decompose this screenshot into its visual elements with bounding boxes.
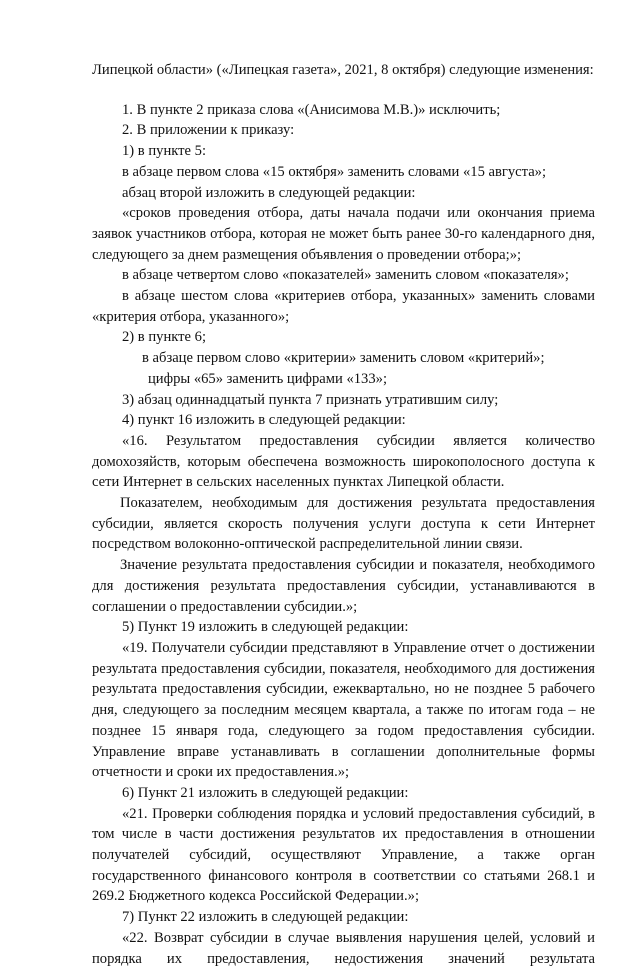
paragraph-subitem-4: 4) пункт 16 изложить в следующей редакции: xyxy=(122,412,406,429)
paragraph-quote: «16. Результатом предоставления субсидии является количество домохозяйств, которым обеспечена возможность широкополосного доступа к сети Интернет в сельских населенных пунктах Липецкой области. xyxy=(92,432,595,491)
document-body xyxy=(92,60,595,969)
paragraph-subitem-3: 3) абзац одиннадцатый пункта 7 признать утратившим силу; xyxy=(122,391,499,408)
paragraph-quote: Показателем, необходимым для достижения результата предоставления субсидии, является скорость получения услуги доступа к сети Интернет посредством волоконно-оптической распределительной линии связи. xyxy=(92,495,595,553)
paragraph-amendment: в абзаце четвертом слово «показателей» заменить словом «показателя»; xyxy=(122,267,569,284)
paragraph-amendment: абзац второй изложить в следующей редакции: xyxy=(122,184,416,201)
paragraph-quote: «сроков проведения отбора, даты начала подачи или окончания приема заявок участников отбора, которая не может быть ранее 30-го календарного дня, следующего за днем размещения объявления о проведении отбора;»; xyxy=(92,205,595,263)
paragraph-amendment: в абзаце первом слово «критерии» заменить словом «критерий»; xyxy=(142,350,545,367)
paragraph-gap xyxy=(92,81,595,100)
paragraph-item-2: 2. В приложении к приказу: xyxy=(122,122,295,139)
paragraph-quote: Значение результата предоставления субсидии и показателя, необходимого для достижения результата предоставления субсидии, устанавливаются в соглашении о предоставлении субсидии.»; xyxy=(92,557,595,615)
paragraph-quote: «21. Проверки соблюдения порядка и условий предоставления субсидий, в том числе в части достижения результатов их предоставления в отношении получателей субсидий, осуществляют Управление, а также орган государственного финансового контроля в соответствии со статьями 268.1 и 269.2 Бюджетного кодекса Российской Федерации.»; xyxy=(92,805,595,905)
paragraph-item-1: 1. В пункте 2 приказа слова «(Анисимова М.В.)» исключить; xyxy=(122,101,501,118)
paragraph-subitem-7: 7) Пункт 22 изложить в следующей редакции: xyxy=(122,909,409,926)
paragraph-amendment: цифры «65» заменить цифрами «133»; xyxy=(148,370,388,387)
paragraph-amendment: в абзаце шестом слова «критериев отбора, указанных» заменить словами «критерия отбора, указанного»; xyxy=(92,288,595,325)
paragraph-subitem-2: 2) в пункте 6; xyxy=(122,329,207,346)
paragraph-amendment: в абзаце первом слова «15 октября» заменить словами «15 августа»; xyxy=(122,163,547,180)
paragraph-subitem-5: 5) Пункт 19 изложить в следующей редакции: xyxy=(122,619,409,636)
paragraph-intro: Липецкой области» («Липецкая газета», 2021, 8 октября) следующие изменения: xyxy=(92,62,594,78)
paragraph-subitem-6: 6) Пункт 21 изложить в следующей редакции: xyxy=(122,784,409,801)
paragraph-quote: «22. Возврат субсидии в случае выявления нарушения целей, условий и порядка их предоставления, недостижения значений результата xyxy=(92,929,595,967)
paragraph-subitem-1: 1) в пункте 5: xyxy=(122,143,207,160)
paragraph-quote: «19. Получатели субсидии представляют в Управление отчет о достижении результата предоставления субсидии, показателя, необходимого для достижения результата предоставления субсидии, ежеквартально, но не позднее 5 рабочего дня, следующего за последним месяцем квартала, а также по итогам года – не позднее 15 января года, следующего за годом предоставления субсидии. Управление вправе устанавливать в соглашении дополнительные формы отчетности и сроки их предоставления.»; xyxy=(92,639,595,781)
